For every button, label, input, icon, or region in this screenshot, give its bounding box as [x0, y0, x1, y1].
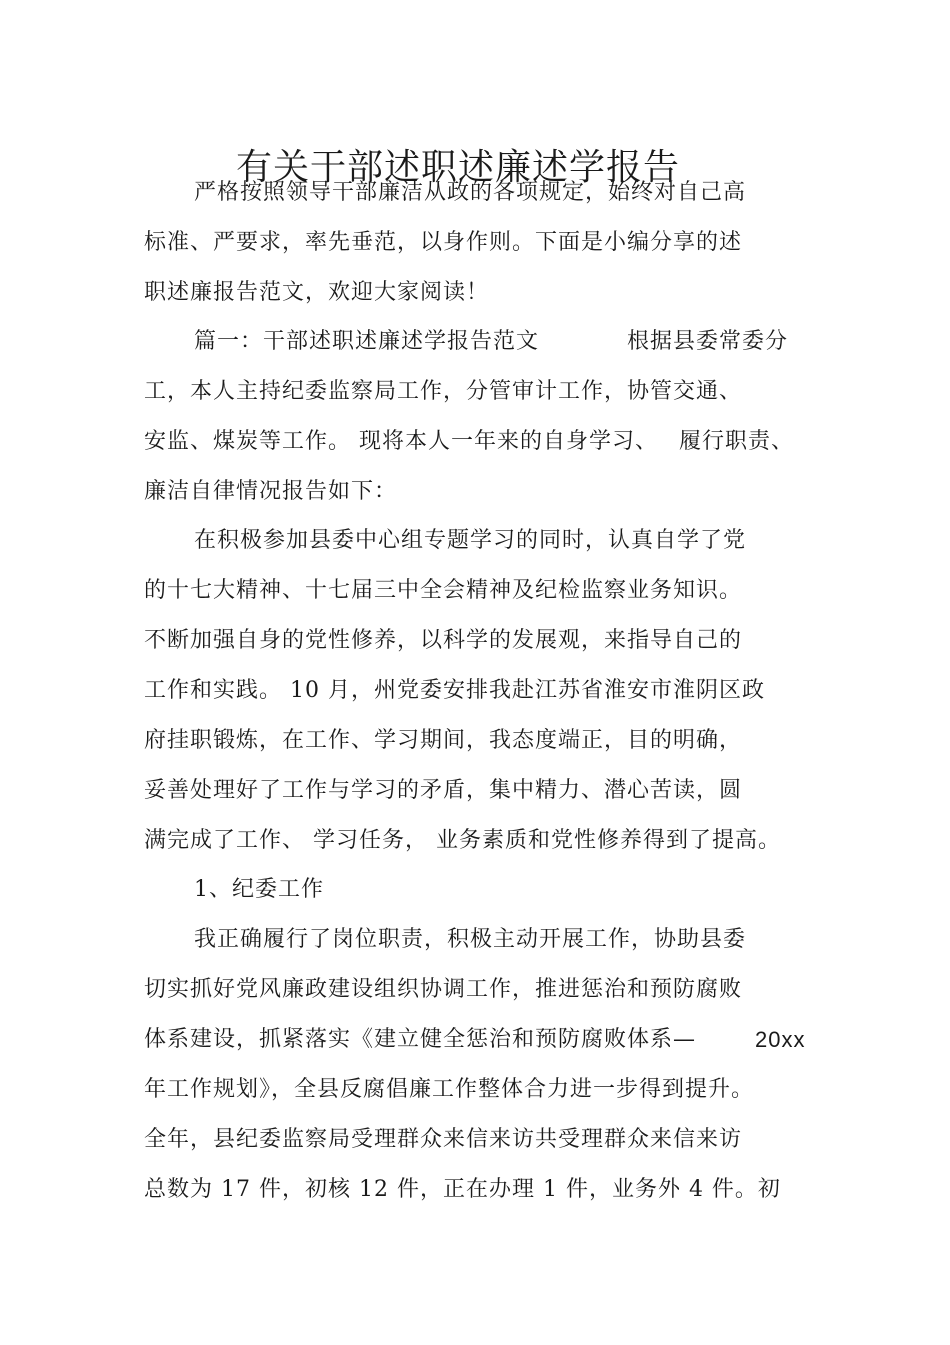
paragraph-line: 的十七大精神、十七届三中全会精神及纪检监察业务知识。 — [144, 578, 743, 603]
paragraph-line: 满完成了工作、 学习任务， 业务素质和党性修养得到了提高。 — [144, 828, 781, 853]
paragraph-line: 职述廉报告范文，欢迎大家阅读！ — [144, 280, 490, 305]
paragraph-line: 我正确履行了岗位职责，积极主动开展工作，协助县委 — [194, 927, 747, 952]
paragraph-line: 年工作规划》，全县反腐倡廉工作整体合力进一步得到提升。 — [144, 1077, 755, 1102]
paragraph-line: 标准、严要求，率先垂范，以身作则。下面是小编分享的述 — [144, 230, 743, 255]
paragraph-line: 严格按照领导干部廉洁从政的各项规定，始终对自己高 — [194, 180, 747, 205]
paragraph-line: 切实抓好党风廉政建设组织协调工作，推进惩治和预防腐败 — [144, 977, 743, 1002]
paragraph-line: 全年，县纪委监察局受理群众来信来访共受理群众来信来访 — [144, 1127, 743, 1152]
paragraph-line: 体系建设，抓紧落实《建立健全惩治和预防腐败体系— — [144, 1027, 697, 1052]
paragraph-line: 府挂职锻炼，在工作、学习期间，我态度端正，目的明确， — [144, 728, 743, 753]
paragraph-line: 在积极参加县委中心组专题学习的同时，认真自学了党 — [194, 528, 747, 553]
paragraph-line: 20xx — [755, 1027, 806, 1052]
paragraph-line: 工作和实践。 10 月，州党委安排我赴江苏省淮安市淮阴区政 — [144, 678, 765, 703]
paragraph-line: 不断加强自身的党性修养，以科学的发展观，来指导自己的 — [144, 628, 743, 653]
paragraph-line: 廉洁自律情况报告如下： — [144, 479, 398, 504]
paragraph-line: 根据县委常委分 — [627, 329, 789, 354]
paragraph-line: 妥善处理好了工作与学习的矛盾，集中精力、潜心苦读，圆 — [144, 778, 743, 803]
paragraph-line: 安监、煤炭等工作。 现将本人一年来的自身学习、 — [144, 429, 658, 454]
subsection-heading: 1、纪委工作 — [194, 877, 324, 902]
section-heading: 篇一：干部述职述廉述学报告范文 — [194, 329, 540, 354]
paragraph-line: 履行职责、 — [679, 429, 795, 454]
document-title: 有关干部述职述廉述学报告 — [235, 147, 680, 189]
paragraph-line: 工，本人主持纪委监察局工作，分管审计工作，协管交通、 — [144, 379, 743, 404]
paragraph-line: 总数为 17 件，初核 12 件，正在办理 1 件，业务外 4 件。初 — [144, 1177, 781, 1202]
